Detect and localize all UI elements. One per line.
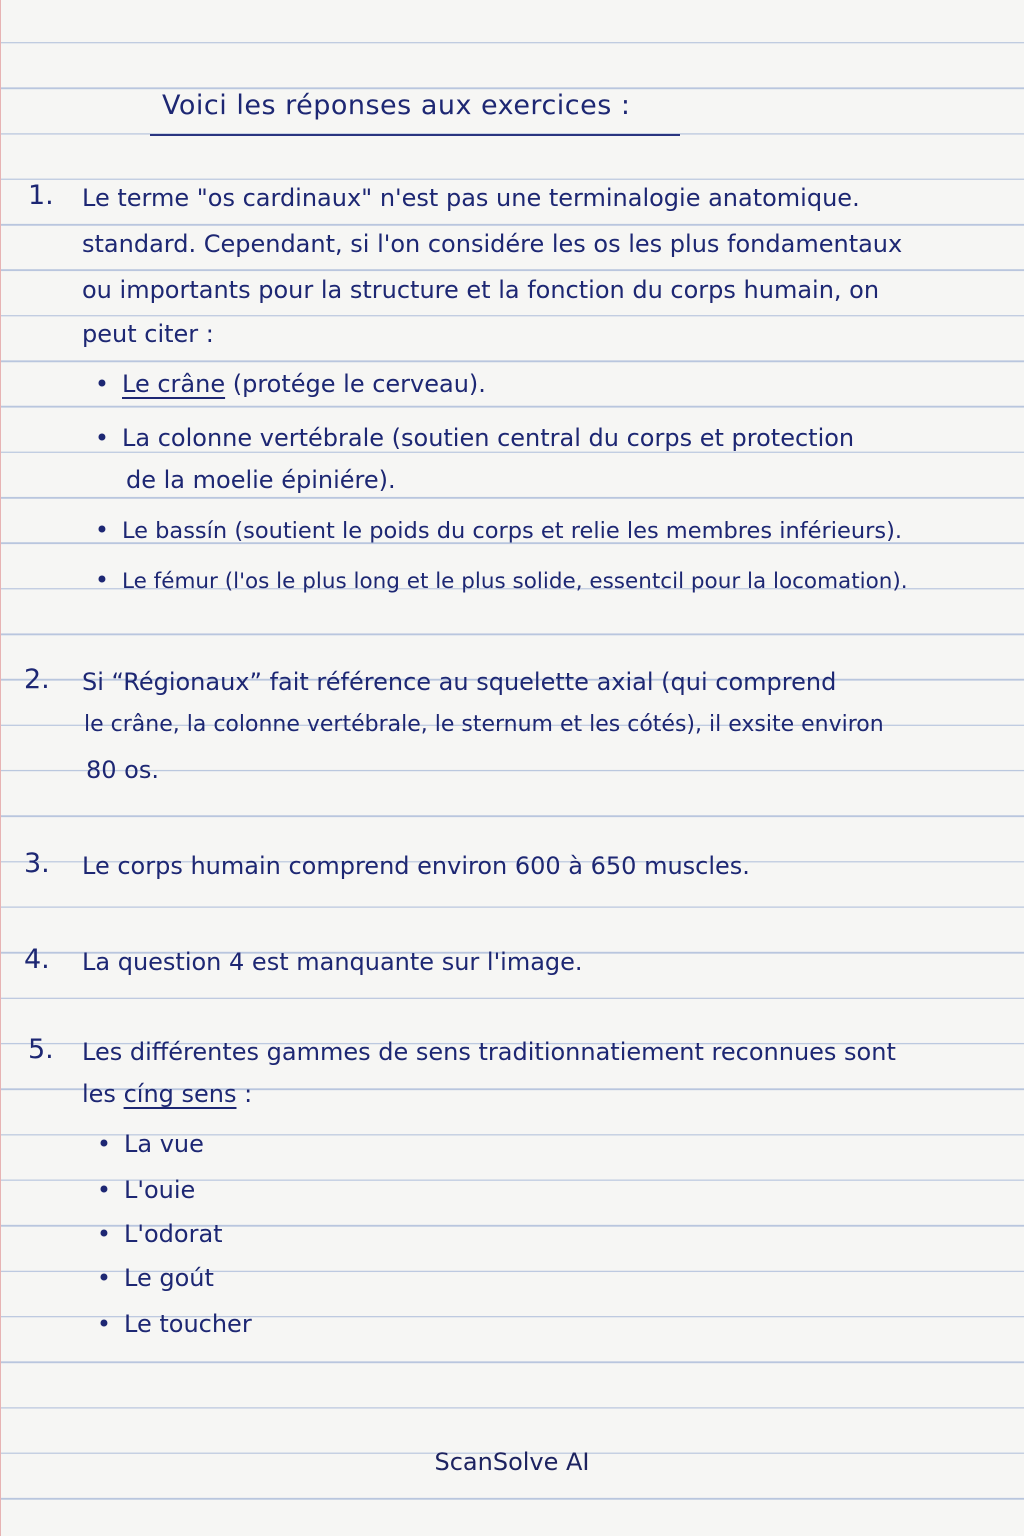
item-1-bullet-3 [94, 516, 903, 544]
item-5-bullet-2 [96, 1176, 196, 1204]
bullet-dot: • [94, 370, 110, 398]
bullet-dot: • [94, 516, 110, 544]
bullet-dot: • [96, 1130, 112, 1158]
item-4-line-1: La question 4 est manquante sur l'image. [82, 948, 583, 976]
item-5-bullet-4 [96, 1264, 214, 1292]
bullet-text: Le bassín (soutient le poids du corps et relie les membres inférieurs). [122, 518, 903, 544]
page-title [162, 90, 631, 121]
bullet-text: (protége le cerveau). [225, 370, 486, 398]
item-1-bullet-4 [94, 566, 908, 594]
bullet-dot: • [96, 1264, 112, 1292]
item-1-bullet-1 [94, 370, 486, 398]
item-1-line-2: standard. Cependant, si l'on considére les os les plus fondamentaux [82, 230, 903, 258]
title-rest: les réponses aux exercices : [236, 90, 631, 121]
bullet-text: La colonne vertébrale (soutien central du corps et protection [122, 424, 855, 452]
bullet-dot: • [96, 1310, 112, 1338]
line-suffix: : [236, 1080, 253, 1108]
item-1-line-3: ou importants pour la structure et la fonction du corps humain, on [82, 276, 880, 304]
bullet-text: La vue [124, 1130, 204, 1158]
item-5-line-1: Les différentes gammes de sens traditionnatiement reconnues sont [82, 1038, 896, 1066]
item-2-line-2: le crâne, la colonne vertébrale, le sternum et les cótés), il exsite environ [84, 712, 884, 737]
item-5-bullet-1 [96, 1130, 204, 1158]
bullet-dot: • [94, 566, 110, 594]
bullet-dot: • [96, 1176, 112, 1204]
item-2-line-1: Si “Régionaux” fait référence au squelette axial (qui comprend [82, 668, 837, 696]
cinq-sens-underlined: cíng sens [123, 1080, 237, 1108]
item-2-number: 2. [24, 664, 50, 695]
title-word-voici: Voici [162, 90, 228, 121]
item-2-line-3: 80 os. [86, 756, 159, 784]
bullet-text: L'ouie [124, 1176, 196, 1204]
bullet-dot: • [94, 424, 110, 452]
item-5-number: 5. [28, 1034, 54, 1065]
item-5-line-2 [82, 1080, 252, 1108]
title-underline [150, 134, 680, 136]
line-prefix: les [82, 1080, 124, 1108]
footer-brand: ScanSolve AI [434, 1448, 590, 1476]
item-1-line-1: Le terme "os cardinaux" n'est pas une terminalogie anatomique. [82, 184, 860, 212]
item-3-number: 3. [24, 848, 50, 879]
bullet-text: Le fémur (l'os le plus long et le plus solide, essentcil pour la locomation). [122, 569, 908, 594]
bullet-dot: • [96, 1220, 112, 1248]
item-1-bullet-2-continuation: de la moelie épiniére). [126, 466, 396, 494]
item-5-bullet-3 [96, 1220, 223, 1248]
bullet-text: Le goút [124, 1264, 214, 1292]
item-4-number: 4. [24, 944, 50, 975]
item-1-line-4: peut citer : [82, 320, 214, 348]
bullet-text: L'odorat [124, 1220, 223, 1248]
bullet-underlined-text: Le crâne [122, 370, 226, 398]
item-5-bullet-5 [96, 1310, 252, 1338]
item-1-bullet-2 [94, 424, 855, 452]
bullet-text: Le toucher [124, 1310, 252, 1338]
item-1-number: 1. [28, 180, 54, 211]
item-3-line-1: Le corps humain comprend environ 600 à 650 muscles. [82, 852, 750, 880]
